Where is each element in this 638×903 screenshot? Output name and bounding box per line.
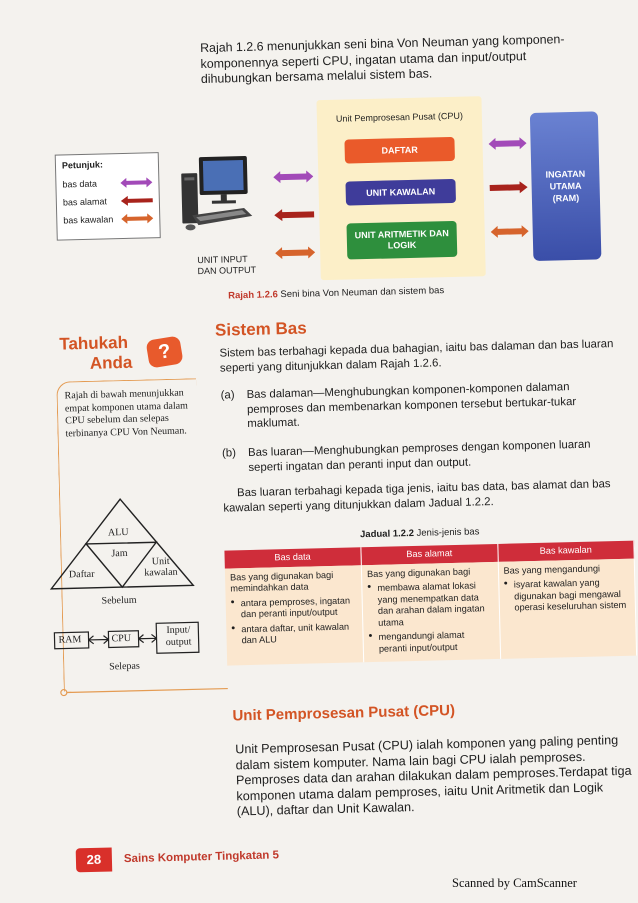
did-you-know-title-2: Anda bbox=[89, 352, 133, 373]
triangle-register: Daftar bbox=[68, 568, 95, 581]
intro-paragraph: Rajah 1.2.6 menunjukkan seni bina Von Neuman yang komponen-komponennya seperti CPU, ingatan utama dan input/output dihubungkan bersama melalui sistem bas. bbox=[199, 32, 565, 87]
after-ram: RAM bbox=[58, 634, 82, 646]
after-label: Selepas bbox=[109, 660, 140, 673]
list-marker: (a) bbox=[220, 389, 235, 402]
cell-list-item: • mengandungi alamat peranti input/output bbox=[368, 629, 494, 655]
cell-intro: Bas yang digunakan bagi memindahkan data bbox=[229, 569, 334, 594]
paragraph-bus-intro: Sistem bas terbahagi kepada dua bahagian, iaitu bas dalaman dan bas luaran seperti yang ditunjukkan dalam Rajah 1.2.6. bbox=[219, 338, 614, 375]
did-you-know-title-1: Tahukah bbox=[59, 332, 129, 354]
list-item-a bbox=[220, 379, 621, 432]
table-caption-number: Jadual 1.2.2 bbox=[359, 527, 415, 541]
before-label: Sebelum bbox=[101, 594, 137, 607]
after-cpu: CPU bbox=[111, 632, 132, 645]
table-header: Bas alamat bbox=[361, 544, 498, 565]
bus-types-table bbox=[224, 541, 637, 666]
subsection-title: Unit Pemprosesan Pusat (CPU) bbox=[232, 702, 456, 725]
question-mark-icon: ? bbox=[145, 335, 183, 368]
paragraph-cpu: Unit Pemprosesan Pusat (CPU) ialah komponen yang paling penting dalam sistem komputer. Nama lain bagi CPU ialah pemproses. Pemproses data dan arahan dilakukan dalam pemproses.Terdapat tiga komponen utama dalam pemproses, iaitu Unit Aritmetik dan Logik (ALU), daftar dan Unit Kawalan. bbox=[235, 733, 632, 819]
table-caption bbox=[360, 526, 480, 540]
cell-list-item: • antara pemproses, ingatan dan peranti input/output bbox=[231, 595, 358, 621]
control-unit-block: UNIT KAWALAN bbox=[345, 179, 456, 206]
book-title: Sains Komputer Tingkatan 5 bbox=[123, 849, 280, 866]
sidebar-text: Rajah di bawah menunjukkan empat komponen utama dalam CPU sebelum dan selepas terbinanya CPU Von Neuman. bbox=[64, 387, 189, 439]
cell-list bbox=[231, 595, 358, 647]
cell-list-item: • isyarat kawalan yang digunakan bagi mengawal operasi keseluruhan sistem bbox=[504, 577, 630, 615]
arrow-left-icon bbox=[121, 195, 153, 206]
control-bus-arrow-icon bbox=[491, 225, 529, 238]
legend-title: Petunjuk: bbox=[61, 159, 104, 171]
figure-caption-number: Rajah 1.2.6 bbox=[228, 289, 278, 302]
table-cell bbox=[498, 558, 637, 659]
page-footer bbox=[76, 843, 280, 872]
triangle-alu: ALU bbox=[107, 526, 129, 539]
legend-row-address bbox=[63, 191, 153, 211]
cell-list bbox=[367, 580, 494, 655]
scanner-watermark: Scanned by CamScanner bbox=[452, 876, 577, 890]
table-caption-text: Jenis-jenis bas bbox=[416, 526, 480, 539]
after-io: Input/ output bbox=[165, 624, 192, 649]
did-you-know-header bbox=[59, 331, 190, 376]
list-item-b bbox=[222, 437, 623, 476]
address-bus-arrow-icon bbox=[274, 208, 314, 221]
section-title: Sistem Bas bbox=[214, 318, 307, 340]
computer-icon bbox=[177, 152, 259, 254]
cell-list-item: • antara daftar, unit kawalan dan ALU bbox=[231, 621, 358, 647]
data-bus-arrow-icon bbox=[488, 137, 526, 150]
cell-intro: Bas yang mengandungi bbox=[503, 562, 601, 576]
ram-label: INGATAN UTAMA (RAM) bbox=[545, 168, 586, 204]
page-number: 28 bbox=[76, 847, 113, 872]
cell-list-item: • membawa alamat lokasi yang menempatkan data dan arahan dalam ingatan utama bbox=[367, 580, 494, 629]
list-marker: (b) bbox=[221, 447, 237, 460]
cpu-panel bbox=[316, 96, 485, 280]
cpu-components-triangle bbox=[45, 493, 197, 593]
figure-caption bbox=[228, 285, 444, 301]
triangle-clock: Jam bbox=[111, 547, 128, 560]
legend-box bbox=[55, 152, 161, 241]
table-header: Bas kawalan bbox=[497, 541, 634, 562]
legend-label: bas alamat bbox=[62, 196, 108, 208]
legend-label: bas data bbox=[62, 178, 98, 190]
triangle-control-unit: Unit kawalan bbox=[144, 555, 178, 579]
double-arrow-icon bbox=[121, 213, 153, 224]
table-cell bbox=[225, 565, 364, 666]
address-bus-arrow-icon bbox=[490, 181, 528, 194]
list-text: Bas dalaman—Menghubungkan komponen-komponen dalaman pemproses dan membenarkan komponen tersebut bertukar-tukar maklumat. bbox=[246, 381, 577, 431]
control-bus-arrow-icon bbox=[275, 246, 315, 259]
legend-row-control bbox=[63, 209, 153, 229]
register-block: DAFTAR bbox=[344, 137, 455, 164]
cpu-title: Unit Pemprosesan Pusat (CPU) bbox=[335, 110, 464, 124]
figure-caption-text: Seni bina Von Neuman dan sistem bas bbox=[280, 285, 445, 301]
table-header: Bas data bbox=[224, 547, 361, 568]
io-unit-label: UNIT INPUT DAN OUTPUT bbox=[197, 253, 257, 277]
data-bus-arrow-icon bbox=[273, 170, 313, 183]
cell-intro: Bas yang digunakan bagi bbox=[366, 566, 471, 579]
ram-block bbox=[530, 111, 602, 261]
alu-block: UNIT ARITMETIK DAN LOGIK bbox=[346, 221, 457, 260]
cell-list bbox=[504, 577, 630, 615]
double-arrow-icon bbox=[120, 177, 152, 188]
paragraph-external-bus: Bas luaran terbahagi kepada tiga jenis, iaitu bas data, bas alamat dan bas kawalan seperti yang ditunjukkan dalam Jadual 1.2.2. bbox=[223, 478, 611, 515]
legend-row-data bbox=[62, 173, 152, 193]
legend-label: bas kawalan bbox=[63, 214, 114, 226]
table-row bbox=[225, 558, 637, 665]
table-cell bbox=[361, 561, 500, 662]
list-text: Bas luaran—Menghubungkan pemproses dengan komponen luaran seperti ingatan dan peranti input dan output. bbox=[247, 438, 591, 474]
